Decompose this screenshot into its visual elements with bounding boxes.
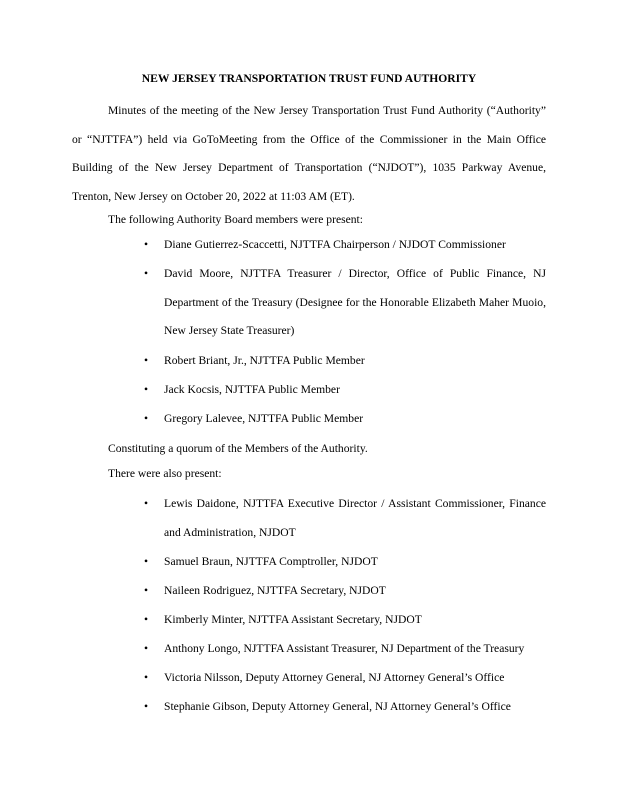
member-name: Jack Kocsis, NJTTFA Public Member [164,383,340,396]
quorum-statement: Constituting a quorum of the Members of the Authority. [108,442,368,455]
attendee-name: Samuel Braun, NJTTFA Comptroller, NJDOT [164,555,378,568]
attendee-name: Anthony Longo, NJTTFA Assistant Treasurer, NJ Department of the Treasury [164,642,525,655]
attendee-name: Lewis Daidone, NJTTFA Executive Director / Assistant Commissioner, Finance and Administration, NJDOT [164,497,546,539]
attendee-name: Victoria Nilsson, Deputy Attorney General, NJ Attorney General’s Office [164,671,505,684]
bullet-icon: • [144,354,149,367]
member-name: Robert Briant, Jr., NJTTFA Public Member [164,354,365,367]
attendee-name: Kimberly Minter, NJTTFA Assistant Secretary, NJDOT [164,613,422,626]
also-present-heading: There were also present: [108,467,222,480]
bullet-icon: • [144,584,149,597]
attendee-name: Naileen Rodriguez, NJTTFA Secretary, NJDOT [164,584,386,597]
members-heading: The following Authority Board members were present: [108,213,363,226]
attendee-name: Stephanie Gibson, Deputy Attorney General, NJ Attorney General’s Office [164,700,511,713]
member-name: Diane Gutierrez-Scaccetti, NJTTFA Chairperson / NJDOT Commissioner [164,238,506,251]
bullet-icon: • [144,642,149,655]
document-title: NEW JERSEY TRANSPORTATION TRUST FUND AUTHORITY [141,72,477,85]
intro-paragraph: Minutes of the meeting of the New Jersey Transportation Trust Fund Authority (“Authority” or “NJTTFA”) held via GoToMeeting from the Office of the Commissioner in the Main Office Building of the New Jersey Department of Transportation (“NJDOT”), 1035 Parkway Avenue, Trenton, New Jersey on October 20, 2022 at 11:03 AM (ET). [72,104,546,203]
member-name: Gregory Lalevee, NJTTFA Public Member [164,412,364,425]
bullet-icon: • [144,671,149,684]
member-name: David Moore, NJTTFA Treasurer / Director, Office of Public Finance, NJ Department of the Treasury (Designee for the Honorable Elizabeth Maher Muoio, New Jersey State Treasurer) [164,267,546,338]
bullet-icon: • [144,613,149,626]
bullet-icon: • [144,555,149,568]
bullet-icon: • [144,267,149,280]
bullet-icon: • [144,497,149,510]
bullet-icon: • [144,383,149,396]
bullet-icon: • [144,238,149,251]
bullet-icon: • [144,412,149,425]
bullet-icon: • [144,700,149,713]
